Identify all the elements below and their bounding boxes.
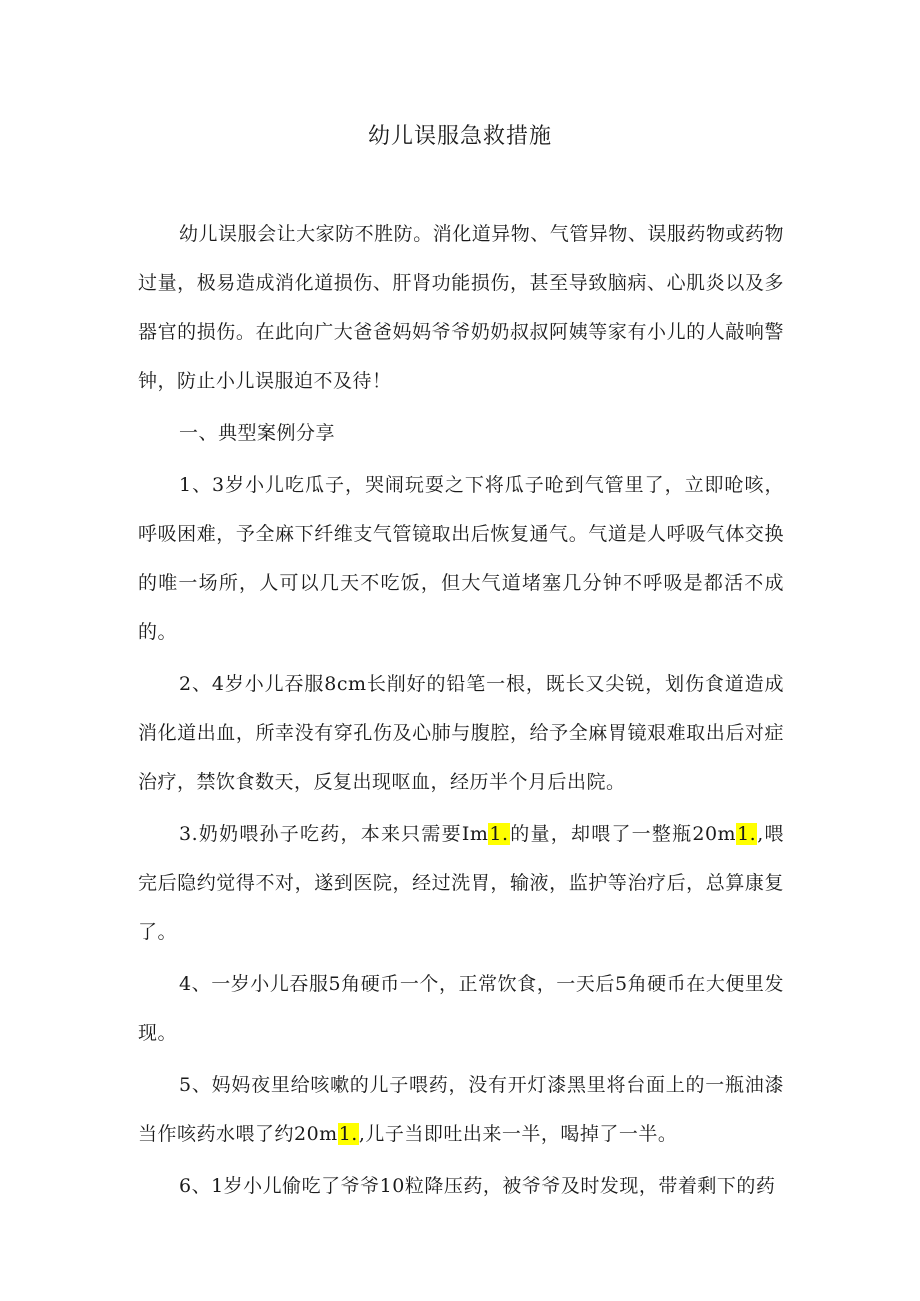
intro-paragraph: 幼儿误服会让大家防不胜防。消化道异物、气管异物、误服药物或药物过量，极易造成消化道损伤、肝肾功能损伤，甚至导致脑病、心肌炎以及多器官的损伤。在此向广大爸爸妈妈爷爷奶奶叔叔阿姨等家有小儿的人敲响警钟，防止小儿误服迫不及待！: [138, 223, 784, 392]
case-3-text-a: 3.奶奶喂孙子吃药，本来只需要Im: [179, 823, 489, 845]
case-3-paragraph: [138, 810, 784, 957]
case-4-paragraph: 4、一岁小儿吞服5角硬币一个，正常饮食，一天后5角硬币在大便里发现。: [138, 973, 784, 1044]
document-title: 幼儿误服急救措施: [367, 124, 552, 149]
case-1-paragraph: 1、3岁小儿吃瓜子，哭闹玩耍之下将瓜子呛到气管里了，立即呛咳，呼吸困难，予全麻下纤维支气管镜取出后恢复通气。气道是人呼吸气体交换的唯一场所，人可以几天不吃饭，但大气道堵塞几分钟不呼吸是都活不成的。: [138, 474, 784, 643]
highlighted-unit: 1.: [489, 823, 509, 845]
case-3-text-c: ,喂完后隐约觉得不对，遂到医院，经过洗胃，输液，监护等治疗后，总算康复了。: [138, 823, 784, 943]
case-6-paragraph: 6、1岁小儿偷吃了爷爷10粒降压药，被爷爷及时发现，带着剩下的药: [179, 1175, 776, 1197]
highlighted-unit: 1.: [737, 823, 757, 845]
section-heading-cases: 一、典型案例分享: [179, 422, 336, 444]
case-5-paragraph: [138, 1061, 784, 1159]
document-body: [138, 210, 784, 1214]
case-2-paragraph: 2、4岁小儿吞服8cm长削好的铅笔一根，既长又尖锐，划伤食道造成消化道出血，所幸没有穿孔伤及心肺与腹腔，给予全麻胃镜艰难取出后对症治疗，禁饮食数天，反复出现呕血，经历半个月后出院。: [138, 673, 784, 793]
case-5-text-b: ,儿子当即吐出来一半，喝掉了一半。: [358, 1123, 678, 1145]
case-3-text-b: 的量，却喂了一整瓶20m: [509, 823, 737, 845]
highlighted-unit: 1.: [338, 1123, 358, 1145]
case-5-text-a: 5、妈妈夜里给咳嗽的儿子喂药，没有开灯漆黑里将台面上的一瓶油漆当作咳药水喂了约20m: [138, 1074, 784, 1145]
